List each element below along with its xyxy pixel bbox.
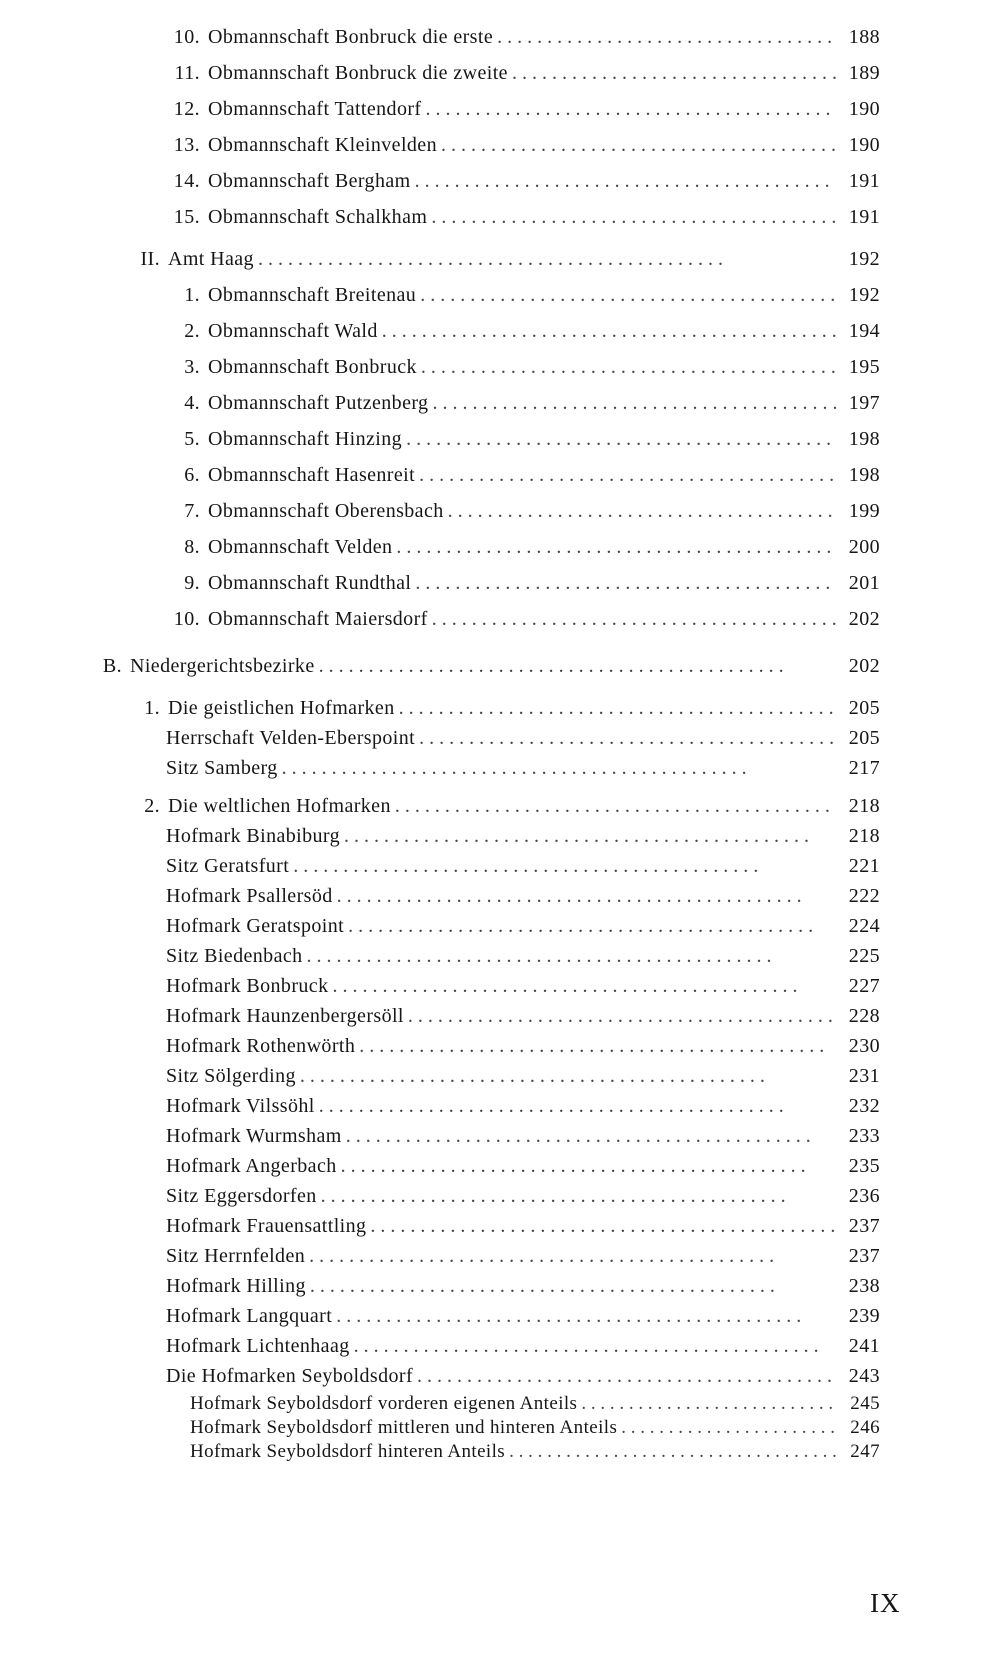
toc-entry-title: Hofmark Lichtenhaag	[166, 1335, 350, 1357]
dot-leader	[382, 320, 836, 343]
toc-entry-page: 190	[848, 134, 880, 156]
toc-entry-page: 225	[848, 945, 880, 967]
toc-entry-title: Sitz Geratsfurt	[166, 855, 290, 877]
toc-entry-page: 227	[848, 975, 880, 997]
toc-entry-title: Amt Haag	[168, 248, 254, 270]
dot-leader	[300, 1065, 836, 1088]
toc-entry-title: Obmannschaft Velden	[208, 536, 393, 558]
dot-leader	[319, 1095, 836, 1118]
toc-entry-title: Hofmark Rothenwörth	[166, 1035, 356, 1057]
toc-entry-page: 245	[850, 1393, 880, 1414]
toc-entry-title: Obmannschaft Breitenau	[208, 284, 417, 306]
toc-entry-number: 5.	[184, 428, 200, 450]
toc-entry-title: Niedergerichtsbezirke	[130, 655, 315, 677]
toc-entry	[166, 757, 880, 780]
dot-leader	[431, 206, 836, 229]
toc-entry-title: Sitz Herrnfelden	[166, 1245, 306, 1267]
toc-entry-title: Obmannschaft Bonbruck	[208, 356, 417, 378]
dot-leader	[319, 655, 836, 678]
toc-entry-title: Hofmark Wurmsham	[166, 1125, 342, 1147]
toc-entry-page: 195	[848, 356, 880, 378]
toc-entry	[166, 1095, 880, 1118]
dot-leader	[415, 170, 836, 193]
dot-leader	[581, 1393, 836, 1415]
dot-leader	[346, 1125, 836, 1148]
toc-entry-title: Obmannschaft Bonbruck die erste	[208, 26, 494, 48]
toc-entry-title: Obmannschaft Wald	[208, 320, 378, 342]
dot-leader	[293, 855, 836, 878]
dot-leader	[348, 915, 836, 938]
dot-leader	[420, 284, 836, 307]
toc-entry-number: 9.	[184, 572, 200, 594]
toc-entry-page: 192	[848, 248, 880, 270]
toc-entry-title: Obmannschaft Kleinvelden	[208, 134, 437, 156]
toc-entry-page: 188	[848, 26, 880, 48]
toc-entry-title: Hofmark Hilling	[166, 1275, 306, 1297]
toc-entry-title: Obmannschaft Maiersdorf	[208, 608, 428, 630]
toc-entry-number: II.	[140, 248, 160, 270]
toc-entry-title: Hofmark Seyboldsdorf hinteren Anteils	[190, 1441, 506, 1462]
toc-entry-page: 194	[848, 320, 880, 342]
toc-entry-page: 237	[848, 1245, 880, 1267]
toc-entry	[190, 1393, 880, 1415]
dot-leader	[341, 1155, 836, 1178]
dot-leader	[512, 62, 836, 85]
dot-leader	[432, 608, 836, 631]
dot-leader	[337, 885, 836, 908]
toc-entry-page: 237	[848, 1215, 880, 1237]
dot-leader	[258, 248, 836, 271]
toc-entry-number: 8.	[184, 536, 200, 558]
toc-entry-title: Obmannschaft Hasenreit	[208, 464, 416, 486]
toc-entry	[166, 1335, 880, 1358]
toc-entry-title: Obmannschaft Bergham	[208, 170, 411, 192]
page-folio: IX	[870, 1588, 901, 1618]
toc-entry-number: 4.	[184, 392, 200, 414]
dot-leader	[419, 727, 836, 750]
toc-entry	[160, 98, 880, 121]
toc-entry-page: 230	[848, 1035, 880, 1057]
toc-entry-page: 202	[848, 655, 880, 677]
toc-entry-title: Obmannschaft Tattendorf	[208, 98, 422, 120]
toc-entry	[160, 206, 880, 229]
dot-leader	[415, 572, 836, 595]
toc-entry-page: 205	[848, 727, 880, 749]
toc-entry	[166, 975, 880, 998]
toc-entry-page: 200	[848, 536, 880, 558]
toc-entry	[160, 26, 880, 49]
toc-entry	[160, 62, 880, 85]
toc-entry-number: 11.	[174, 62, 200, 84]
dot-leader	[621, 1417, 836, 1439]
toc-entry-page: 246	[850, 1417, 880, 1438]
toc-entry-page: 238	[848, 1275, 880, 1297]
toc-entry-page: 241	[848, 1335, 880, 1357]
toc-entry-title: Herrschaft Velden-Eberspoint	[166, 727, 416, 749]
dot-leader	[344, 825, 836, 848]
toc-entry-title: Hofmark Langquart	[166, 1305, 333, 1327]
dot-leader	[497, 26, 836, 49]
toc-entry-title: Hofmark Vilssöhl	[166, 1095, 315, 1117]
toc-entry	[166, 1185, 880, 1208]
toc-entry	[166, 727, 880, 750]
toc-entry-title: Hofmark Psallersöd	[166, 885, 333, 907]
toc-entry	[160, 356, 880, 379]
toc-entry-page: 198	[848, 428, 880, 450]
toc-entry-page: 232	[848, 1095, 880, 1117]
dot-leader	[282, 757, 836, 780]
toc-entry-title: Sitz Sölgerding	[166, 1065, 296, 1087]
toc-entry-number: 10.	[173, 26, 200, 48]
toc-entry	[190, 1417, 880, 1439]
toc-entry-number: 15.	[173, 206, 200, 228]
toc-entry-title: Obmannschaft Putzenberg	[208, 392, 429, 414]
toc-entry-page: 224	[848, 915, 880, 937]
toc-entry-title: Hofmark Seyboldsdorf vorderen eigenen Anteils	[190, 1393, 578, 1414]
toc-entry	[160, 572, 880, 595]
toc-entry-number: 14.	[173, 170, 200, 192]
toc-entry-title: Obmannschaft Hinzing	[208, 428, 403, 450]
toc-entry	[166, 855, 880, 878]
dot-leader	[332, 975, 836, 998]
toc-entry-page: 189	[848, 62, 880, 84]
toc-entry-number: 7.	[184, 500, 200, 522]
toc-entry	[96, 655, 880, 678]
toc-entry	[166, 1065, 880, 1088]
toc-entry-page: 239	[848, 1305, 880, 1327]
toc-entry	[166, 915, 880, 938]
toc-entry	[166, 1035, 880, 1058]
toc-entry-title: Obmannschaft Bonbruck die zweite	[208, 62, 508, 84]
dot-leader	[359, 1035, 836, 1058]
toc-entry-page: 231	[848, 1065, 880, 1087]
dot-leader	[321, 1185, 836, 1208]
dot-leader	[419, 464, 836, 487]
toc-entry	[124, 795, 880, 818]
dot-leader	[307, 945, 836, 968]
dot-leader	[399, 697, 836, 720]
toc-entry-page: 192	[848, 284, 880, 306]
toc-entry-page: 217	[848, 757, 880, 779]
toc-entry-number: 2.	[184, 320, 200, 342]
toc-entry	[124, 697, 880, 720]
toc-entry-title: Hofmark Seyboldsdorf mittleren und hinteren Anteils	[190, 1417, 618, 1438]
toc-entry-page: 190	[848, 98, 880, 120]
toc-entry-title: Obmannschaft Rundthal	[208, 572, 412, 594]
toc-entry-title: Die Hofmarken Seyboldsdorf	[166, 1365, 414, 1387]
dot-leader	[509, 1441, 836, 1463]
toc-entry-title: Obmannschaft Oberensbach	[208, 500, 444, 522]
toc-entry	[166, 1125, 880, 1148]
toc-entry	[160, 392, 880, 415]
toc-entry-page: 247	[850, 1441, 880, 1462]
toc-entry-number: 6.	[184, 464, 200, 486]
toc-entry-number: 3.	[184, 356, 200, 378]
toc-entry-number: B.	[102, 655, 122, 677]
toc-entry-page: 198	[848, 464, 880, 486]
toc-entry-title: Sitz Samberg	[166, 757, 278, 779]
toc-entry-page: 201	[848, 572, 880, 594]
toc-entry-number: 1.	[184, 284, 200, 306]
toc-entry-page: 197	[848, 392, 880, 414]
dot-leader	[354, 1335, 836, 1358]
toc-entry-title: Die geistlichen Hofmarken	[168, 697, 395, 719]
dot-leader	[310, 1275, 836, 1298]
toc-entry-number: 12.	[173, 98, 200, 120]
toc-entry	[160, 500, 880, 523]
toc-entry-page: 218	[848, 825, 880, 847]
toc-entry-page: 233	[848, 1125, 880, 1147]
dot-leader	[425, 98, 836, 121]
toc-entry-title: Hofmark Bonbruck	[166, 975, 329, 997]
toc-entry-title: Hofmark Haunzenbergersöll	[166, 1005, 404, 1027]
toc-entry-title: Hofmark Frauensattling	[166, 1215, 367, 1237]
toc-entry	[166, 885, 880, 908]
toc-entry-page: 236	[848, 1185, 880, 1207]
toc-entry-number: 1.	[144, 697, 160, 719]
toc-entry-title: Sitz Eggersdorfen	[166, 1185, 317, 1207]
dot-leader	[395, 795, 836, 818]
toc-entry-title: Hofmark Angerbach	[166, 1155, 337, 1177]
dot-leader	[448, 500, 836, 523]
toc-entry	[166, 1275, 880, 1298]
toc-entry-page: 221	[848, 855, 880, 877]
toc-entry	[160, 134, 880, 157]
dot-leader	[408, 1005, 836, 1028]
toc-entry	[160, 170, 880, 193]
toc-entry	[166, 1245, 880, 1268]
toc-entry	[166, 1305, 880, 1328]
toc-entry-title: Obmannschaft Schalkham	[208, 206, 428, 228]
toc-entry-page: 205	[848, 697, 880, 719]
toc-entry-title: Hofmark Geratspoint	[166, 915, 345, 937]
toc-entry	[160, 464, 880, 487]
toc-entry-page: 222	[848, 885, 880, 907]
dot-leader	[370, 1215, 836, 1238]
toc-entry-title: Sitz Biedenbach	[166, 945, 303, 967]
toc-entry	[166, 1365, 880, 1388]
toc-entry-page: 202	[848, 608, 880, 630]
dot-leader	[406, 428, 836, 451]
toc-entry-page: 191	[848, 170, 880, 192]
toc-entry-page: 243	[848, 1365, 880, 1387]
toc-entry-page: 218	[848, 795, 880, 817]
toc-entry-title: Hofmark Binabiburg	[166, 825, 341, 847]
toc-entry	[166, 1155, 880, 1178]
dot-leader	[396, 536, 836, 559]
toc-entry-page: 191	[848, 206, 880, 228]
toc-entry	[190, 1441, 880, 1463]
toc-entry-page: 228	[848, 1005, 880, 1027]
toc-entry-page: 199	[848, 500, 880, 522]
toc-entry	[160, 284, 880, 307]
toc-entry	[166, 825, 880, 848]
dot-leader	[441, 134, 836, 157]
toc-entry	[166, 1215, 880, 1238]
toc-entry-number: 13.	[173, 134, 200, 156]
toc-entry-number: 10.	[173, 608, 200, 630]
toc-entry	[124, 248, 880, 271]
toc-entry	[166, 1005, 880, 1028]
dot-leader	[309, 1245, 836, 1268]
toc-entry-title: Die weltlichen Hofmarken	[168, 795, 391, 817]
dot-leader	[421, 356, 836, 379]
dot-leader	[417, 1365, 836, 1388]
toc-entry	[160, 428, 880, 451]
dot-leader	[336, 1305, 836, 1328]
toc-entry-number: 2.	[144, 795, 160, 817]
toc-entry	[166, 945, 880, 968]
toc-entry	[160, 536, 880, 559]
dot-leader	[432, 392, 836, 415]
toc-entry-page: 235	[848, 1155, 880, 1177]
toc-entry	[160, 608, 880, 631]
toc-entry	[160, 320, 880, 343]
